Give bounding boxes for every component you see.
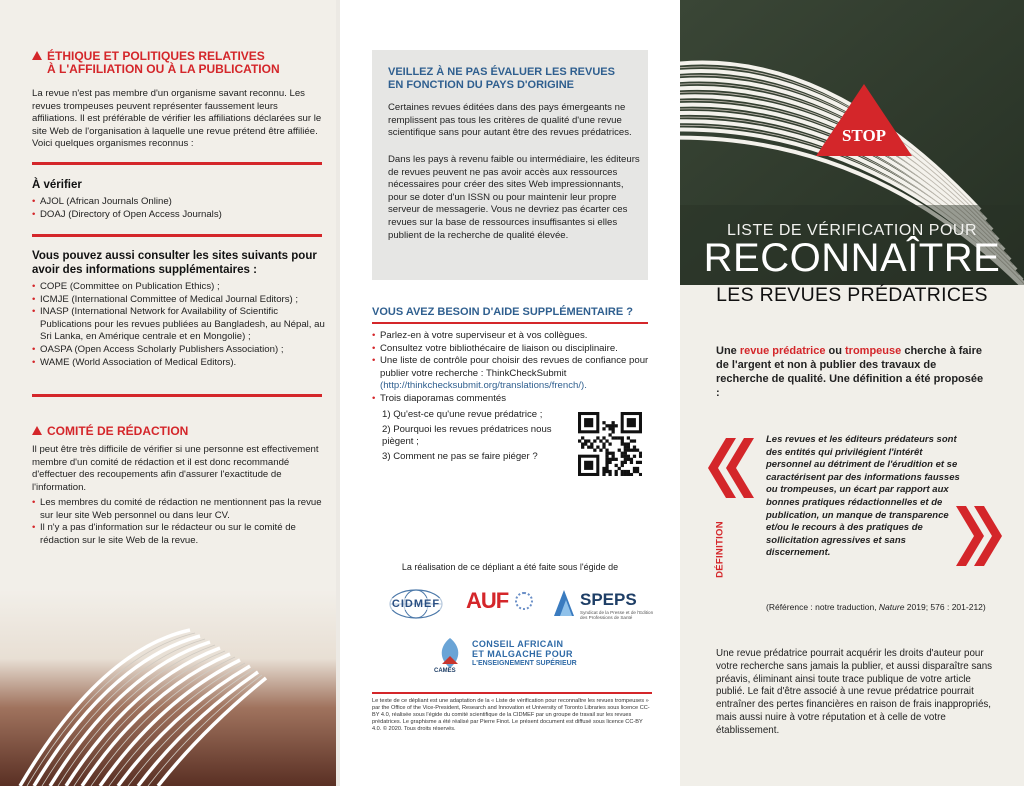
- list-item: • Une liste de contrôle pour choisir des revues de confiance pour publier votre recherche : ThinkCheckSubmit (http://thinkchecksubmit.org/translations/french/).: [372, 355, 652, 393]
- list-item: • ICMJE (International Committee of Medical Journal Editors) ;: [32, 294, 330, 307]
- divider: [372, 322, 648, 324]
- verify-title: À vérifier: [32, 179, 82, 191]
- stop-sign: STOP: [814, 82, 914, 158]
- speps-logo: SPEPS Syndicat de la Presse et de l'Edition des Professions de Santé: [550, 584, 660, 628]
- country-para1: Certaines revues éditées dans des pays émergeants ne remplissent pas tous les critères de qualité d'une revue scientifique sans pour autant être des revues prédatrices.: [388, 102, 632, 139]
- warning-triangle-icon: [32, 426, 42, 435]
- divider: [372, 692, 652, 694]
- cames-logo: CAMES CONSEIL AFRICAIN ET MALGACHE POUR L'ENSEIGNEMENT SUPÉRIEUR: [434, 639, 577, 674]
- reference: (Référence : notre traduction, Nature 2019; 576 : 201-212): [766, 602, 986, 612]
- intro-text: Une revue prédatrice ou trompeuse cherche à faire de l'argent et non à publier des travaux de recherche de qualité. Une définition a été proposée :: [716, 345, 984, 399]
- help-title: VOUS AVEZ BESOIN D'AIDE SUPPLÉMENTAIRE ?: [372, 306, 633, 318]
- book-pages-image: [0, 590, 336, 786]
- title-line1: LISTE DE VÉRIFICATION POUR: [726, 222, 978, 239]
- list-item: • Parlez-en à votre superviseur et à vos collègues.: [372, 330, 652, 343]
- credit-text: Le texte de ce dépliant est une adaptation de la « Liste de vérification pour reconnaître les revues trompeuses » par the Office of the Vice-President, Research and Innovation et University of Toronto Libraries sous licence CC-BY 4.0, réalisée sous l'égide du comité scientifique de la CIDMEF par un groupe de travail sur les revues prédatrices. Le graphisme a été réalisé par Pierre Finot. Le présent document est diffusé sous licence CC-BY 4.0. © 2020. Tous droits réservés.: [372, 698, 650, 732]
- sites-list: [32, 281, 330, 369]
- sublist: 1) Qu'est-ce qu'une revue prédatrice ; 2) Pourquoi les revues prédatrices nous piègent ; 3) Comment ne pas se faire piéger ?: [382, 409, 552, 462]
- close-chevrons-icon: [946, 504, 1002, 573]
- committee-list: [32, 497, 330, 547]
- title-line3: LES REVUES PRÉDATRICES: [716, 284, 988, 306]
- country-box: [372, 50, 648, 280]
- committee-body: Il peut être très difficile de vérifier si une personne est effectivement membre d'un comité de rédaction et il est donc recommandé d'effectuer des recoupements afin d'assurer l'exactitude de l'information.: [32, 444, 319, 493]
- ethics-title: ÉTHIQUE ET POLITIQUES RELATIVES À L'AFFILIATION OU À LA PUBLICATION: [32, 50, 322, 76]
- cames-text: CONSEIL AFRICAIN ET MALGACHE POUR L'ENSEIGNEMENT SUPÉRIEUR: [472, 639, 577, 667]
- committee-title: COMITÉ DE RÉDACTION: [32, 424, 188, 438]
- list-item: • OASPA (Open Access Scholarly Publishers Association) ;: [32, 344, 330, 357]
- divider: [32, 234, 322, 237]
- sites-title: Vous pouvez aussi consulter les sites suivants pour avoir des informations supplémentaires :: [32, 250, 317, 276]
- list-item: • Consultez votre bibliothécaire de liaison ou disciplinaire.: [372, 343, 652, 356]
- verify-list: [32, 196, 322, 221]
- divider: [32, 162, 322, 165]
- country-para2: Dans les pays à revenu faible ou intermédiaire, les éditeurs de revues peuvent ne pas avoir accès aux ressources nécessaires pour créer des sites Web impressionnants, pour se doter d'un ISSN ou pour maintenir leur propre serveur de messagerie. Vous ne devriez pas écarter ces revues sur la base de ressources insuffisantes si elles publient de la recherche de qualité élevée.: [388, 154, 640, 241]
- list-item: • INASP (International Network for Availability of Scientific Publications pour les revues publiées au Bangladesh, au Népal, au Sri Lanka, en Amérique centrale et en Mongolie) ;: [32, 306, 330, 344]
- left-panel: [0, 0, 336, 786]
- ethics-body: La revue n'est pas membre d'un organisme savant reconnu. Les revues trompeuses peuvent représenter faussement leurs affiliations. Il est préférable de vérifier les affiliations déclarées sur le site Web de l'organisation à laquelle une revue prétend être affiliée. Voici quelques organismes reconnus :: [32, 88, 322, 150]
- help-list: [372, 330, 652, 406]
- divider: [32, 394, 322, 397]
- title-line2: RECONNAÎTRE: [703, 236, 1001, 280]
- auf-logo: AUF: [466, 588, 533, 614]
- list-item: • AJOL (African Journals Online): [32, 196, 322, 209]
- list-item: • DOAJ (Directory of Open Access Journals): [32, 209, 322, 222]
- thinkchecksubmit-link[interactable]: (http://thinkchecksubmit.org/translations/french/).: [380, 380, 587, 392]
- list-item: • Il n'y a pas d'information sur le rédacteur ou sur le comité de rédaction sur le site Web de la revue.: [32, 522, 330, 547]
- definition-label: DÉFINITION: [714, 521, 726, 578]
- list-item: • Trois diaporamas commentés: [372, 393, 652, 406]
- list-item: • WAME (World Association of Medical Editors).: [32, 357, 330, 370]
- closing-text: Une revue prédatrice pourrait acquérir les droits d'auteur pour votre recherche sans jamais la publier, et aussi disparaître sans préavis, éliminant ainsi toute trace publique de votre article publié. Le fait d'être associé à une revue prédatrice pourrait entraîner des pertes financières en raison de frais inappropriés, mais aussi nuire à votre réputation et à celle de votre établissement.: [716, 648, 993, 736]
- cidmef-logo: CIDMEF: [376, 584, 456, 626]
- right-panel: [680, 0, 1024, 786]
- sponsor-text: La réalisation de ce dépliant a été faite sous l'égide de: [401, 562, 619, 572]
- open-chevrons-icon: [702, 436, 754, 505]
- list-item: • COPE (Committee on Publication Ethics) ;: [32, 281, 330, 294]
- middle-panel: [340, 0, 680, 786]
- list-item: • Les membres du comité de rédaction ne mentionnent pas la revue sur leur site Web personnel ou dans leur CV.: [32, 497, 330, 522]
- warning-triangle-icon: [32, 51, 42, 60]
- qr-code[interactable]: [578, 412, 642, 476]
- definition-text: Les revues et les éditeurs prédateurs sont des entités qui privilégient l'intérêt personnel au détriment de l'érudition et se caractérisent par des informations fausses ou trompeuses, un écart par rapport aux bonnes pratiques rédactionnelles et de publication, un manque de transparence et/ou le recours à des pratiques de sollicitation agressives et sans discernement.: [766, 434, 960, 559]
- country-title: VEILLEZ À NE PAS ÉVALUER LES REVUES EN FONCTION DU PAYS D'ORIGINE: [388, 66, 615, 91]
